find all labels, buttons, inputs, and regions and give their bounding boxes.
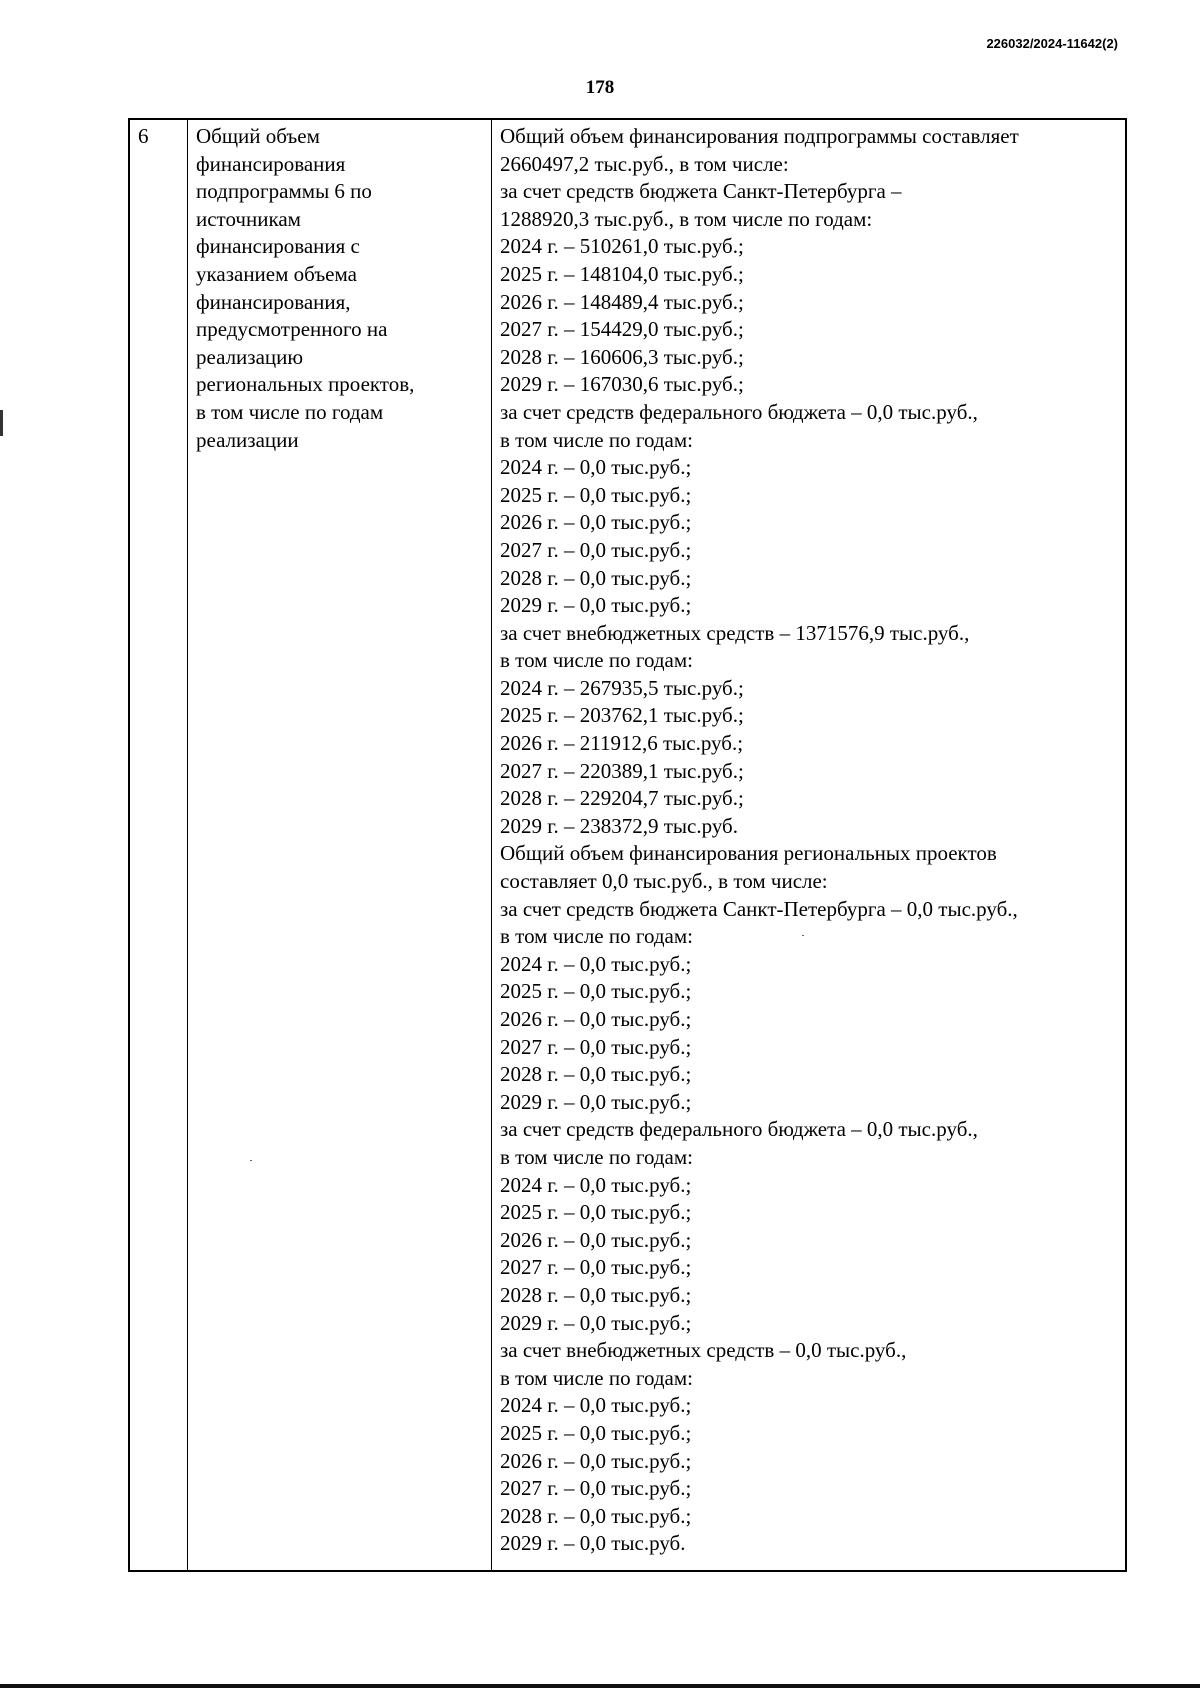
financing-line: 2029 г. – 238372,9 тыс.руб. [500,813,738,838]
financing-line: 2025 г. – 203762,1 тыс.руб.; [500,703,744,728]
financing-line: 2025 г. – 0,0 тыс.руб.; [500,1200,692,1225]
description-line: подпрограммы 6 по [196,179,372,204]
row-number-cell: 6 [129,119,188,1571]
row-content-cell [492,119,1127,1571]
financing-line: в том числе по годам: [500,1144,693,1169]
financing-line: 2027 г. – 0,0 тыс.руб.; [500,537,692,562]
financing-line: 2660497,2 тыс.руб., в том числе: [500,151,789,176]
financing-line: за счет средств федерального бюджета – 0,0 тыс.руб., [500,399,978,424]
financing-line: 2024 г. – 0,0 тыс.руб.; [500,951,692,976]
financing-line: 2025 г. – 148104,0 тыс.руб.; [500,261,744,286]
financing-line: 2028 г. – 0,0 тыс.руб.; [500,1503,692,1528]
financing-line: в том числе по годам: [500,1365,693,1390]
description-line: финансирования, [196,289,351,314]
financing-line: за счет средств федерального бюджета – 0,0 тыс.руб., [500,1117,978,1142]
financing-line: 2025 г. – 0,0 тыс.руб.; [500,482,692,507]
financing-line: 2026 г. – 0,0 тыс.руб.; [500,1007,692,1031]
financing-line: 2024 г. – 0,0 тыс.руб.; [500,1172,692,1197]
financing-line: 2024 г. – 0,0 тыс.руб.; [500,455,692,480]
financing-line: 2029 г. – 0,0 тыс.руб. [500,1531,686,1556]
financing-line: 2026 г. – 0,0 тыс.руб.; [500,1227,692,1252]
financing-line: 2028 г. – 0,0 тыс.руб.; [500,565,692,590]
financing-line: 2026 г. – 211912,6 тыс.руб.; [500,731,744,756]
description-line: реализации [196,427,299,452]
description-line: предусмотренного на [196,317,388,342]
financing-line: 2024 г. – 267935,5 тыс.руб.; [500,675,744,700]
description-line: финансирования с [196,234,360,259]
scan-speck [250,1160,252,1161]
document-registration-number: 226032/2024-11642(2) [986,36,1118,51]
description-line: в том числе по годам [196,399,384,424]
financing-line: 2027 г. – 0,0 тыс.руб.; [500,1255,692,1280]
financing-line: 2029 г. – 0,0 тыс.руб.; [500,593,692,618]
financing-line: 2029 г. – 0,0 тыс.руб.; [500,1089,692,1114]
financing-line: составляет 0,0 тыс.руб., в том числе: [500,869,828,894]
description-line: реализацию [196,344,304,369]
financing-line: 2026 г. – 0,0 тыс.руб.; [500,510,692,535]
financing-line: в том числе по годам: [500,924,693,949]
financing-line: 2027 г. – 0,0 тыс.руб.; [500,1476,692,1501]
financing-line: 2024 г. – 510261,0 тыс.руб.; [500,234,744,259]
description-line: Общий объем [196,124,320,148]
description-text [196,123,483,454]
description-line: финансирования [196,151,346,176]
financing-line: за счет внебюджетных средств – 0,0 тыс.руб., [500,1338,907,1363]
financing-line: 2026 г. – 0,0 тыс.руб.; [500,1448,692,1473]
financing-table [128,118,1127,1572]
scan-bottom-border [0,1684,1200,1688]
financing-line: за счет средств бюджета Санкт-Петербурга – [500,179,902,204]
financing-line: за счет внебюджетных средств – 1371576,9 тыс.руб., [500,620,970,645]
row-description-cell [188,119,492,1571]
financing-line: 2028 г. – 0,0 тыс.руб.; [500,1282,692,1307]
table-row [129,119,1126,1571]
description-line: указанием объема [196,261,357,286]
financing-line: 2027 г. – 220389,1 тыс.руб.; [500,758,744,783]
financing-line: 2025 г. – 0,0 тыс.руб.; [500,1420,692,1445]
financing-line: за счет средств бюджета Санкт-Петербурга – 0,0 тыс.руб., [500,896,1018,921]
financing-line: в том числе по годам: [500,427,693,452]
financing-line: 2029 г. – 0,0 тыс.руб.; [500,1310,692,1335]
financing-line: 2028 г. – 160606,3 тыс.руб.; [500,344,744,369]
financing-line: 2028 г. – 229204,7 тыс.руб.; [500,786,744,811]
scan-edge-mark [0,410,3,436]
financing-line: 1288920,3 тыс.руб., в том числе по годам: [500,206,873,231]
financing-line: 2025 г. – 0,0 тыс.руб.; [500,979,692,1004]
scan-speck [802,935,804,936]
financing-line: в том числе по годам: [500,648,693,673]
financing-line: 2026 г. – 148489,4 тыс.руб.; [500,289,744,314]
financing-line: 2028 г. – 0,0 тыс.руб.; [500,1062,692,1087]
financing-line: 2029 г. – 167030,6 тыс.руб.; [500,372,744,397]
financing-line: 2024 г. – 0,0 тыс.руб.; [500,1393,692,1418]
financing-details-text [500,123,1117,1558]
financing-line: 2027 г. – 0,0 тыс.руб.; [500,1034,692,1059]
description-line: региональных проектов, [196,372,415,397]
financing-line: 2027 г. – 154429,0 тыс.руб.; [500,317,744,342]
page-number: 178 [585,77,615,98]
financing-line: Общий объем финансирования подпрограммы составляет [500,124,1019,148]
description-line: источникам [196,206,301,231]
financing-line: Общий объем финансирования региональных проектов [500,841,997,866]
